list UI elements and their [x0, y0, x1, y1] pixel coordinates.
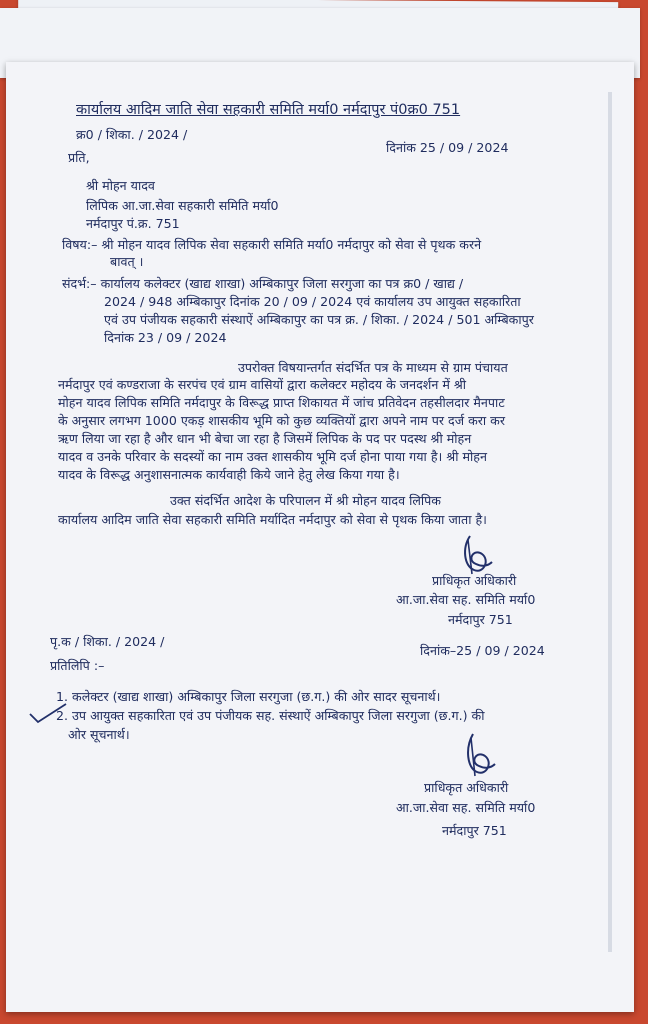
subject-line-1: विषय:– श्री मोहन यादव लिपिक सेवा सहकारी समिति मर्या0 नर्मदापुर को सेवा से पृथक करने	[62, 237, 482, 252]
copy-ref-no: पृ.क / शिका. / 2024 /	[50, 634, 165, 649]
copy-item-1: 1. कलेक्टर (खाद्य शाखा) अम्बिकापुर जिला सरगुजा (छ.ग.) की ओर सादर सूचनार्थ।	[56, 689, 441, 704]
letter-ref-no: क्र0 / शिका. / 2024 /	[76, 127, 188, 142]
signature-2-title: प्राधिकृत अधिकारी	[424, 780, 509, 795]
signature-1-org: आ.जा.सेवा सह. समिति मर्या0	[396, 592, 536, 607]
body-p1-line-1: उपरोक्त विषयान्तर्गत संदर्भित पत्र के माध्यम से ग्राम पंचायत	[238, 360, 508, 375]
letter-date: दिनांक 25 / 09 / 2024	[386, 140, 509, 155]
reference-line-4: दिनांक 23 / 09 / 2024	[104, 330, 227, 345]
letterhead-title: कार्यालय आदिम जाति सेवा सहकारी समिति मर्या0 नर्मदापुर पं0क्र0 751	[76, 102, 461, 118]
body-p1-line-6: यादव व उनके परिवार के सदस्यों का नाम उक्त शासकीय भूमि दर्ज होना पाया गया है। श्री मोहन	[58, 449, 487, 464]
body-p2-line-2: कार्यालय आदिम जाति सेवा सहकारी समिति मर्यादित नर्मदापुर को सेवा से पृथक किया जाता है।	[58, 512, 487, 527]
signature-2-org: आ.जा.सेवा सह. समिति मर्या0	[396, 800, 536, 815]
recipient-prefix: प्रति,	[68, 150, 90, 165]
recipient-designation: लिपिक आ.जा.सेवा सहकारी समिति मर्या0	[86, 198, 279, 213]
body-p1-line-3: मोहन यादव लिपिक समिति नर्मदापुर के विरूद्ध प्राप्त शिकायत में जांच प्रतिवेदन तहसीलदार मैनपाट	[58, 395, 505, 410]
subject-line-2: बावत् ।	[110, 254, 144, 269]
reference-line-2: 2024 / 948 अम्बिकापुर दिनांक 20 / 09 / 2024 एवं कार्यालय उप आयुक्त सहकारिता	[104, 294, 521, 309]
copy-item-2-line-2: ओर सूचनार्थ।	[68, 727, 130, 742]
signature-2-place: नर्मदापुर 751	[442, 823, 507, 838]
reference-line-3: एवं उप पंजीयक सहकारी संस्थाऐं अम्बिकापुर का पत्र क्र. / शिका. / 2024 / 501 अम्बिकापुर	[104, 312, 534, 327]
copy-item-2-line-1: 2. उप आयुक्त सहकारिता एवं उप पंजीयक सह. संस्थाऐं अम्बिकापुर जिला सरगुजा (छ.ग.) की	[56, 708, 485, 723]
signature-1-title: प्राधिकृत अधिकारी	[432, 573, 517, 588]
signature-2-mark	[455, 728, 505, 784]
reference-line-1: संदर्भ:– कार्यालय कलेक्टर (खाद्य शाखा) अम्बिकापुर जिला सरगुजा का पत्र क्र0 / खाद्य /	[62, 276, 464, 291]
body-p1-line-2: नर्मदापुर एवं कण्डराजा के सरपंच एवं ग्राम वासियों द्वारा कलेक्टर महोदय के जनदर्शन में श्री	[58, 377, 467, 392]
signature-1-place: नर्मदापुर 751	[448, 612, 513, 627]
body-p1-line-4: के अनुसार लगभग 1000 एकड़ शासकीय भूमि को कुछ व्यक्तियों द्वारा अपने नाम पर दर्ज करा कर	[58, 413, 505, 428]
page-edge	[608, 92, 612, 952]
recipient-name: श्री मोहन यादव	[86, 178, 155, 193]
copy-heading: प्रतिलिपि :–	[50, 658, 105, 673]
body-p2-line-1: उक्त संदर्भित आदेश के परिपालन में श्री मोहन यादव लिपिक	[170, 493, 441, 508]
body-p1-line-5: ऋण लिया जा रहा है और धान भी बेचा जा रहा है जिसमें लिपिक के पद पर पदस्थ श्री मोहन	[58, 431, 472, 446]
copy-date: दिनांक–25 / 09 / 2024	[420, 643, 545, 658]
recipient-address: नर्मदापुर पं.क्र. 751	[86, 216, 180, 231]
checkmark-icon	[28, 700, 68, 728]
body-p1-line-7: यादव के विरूद्ध अनुशासनात्मक कार्यवाही किये जाने हेतु लेख किया गया है।	[58, 467, 400, 482]
